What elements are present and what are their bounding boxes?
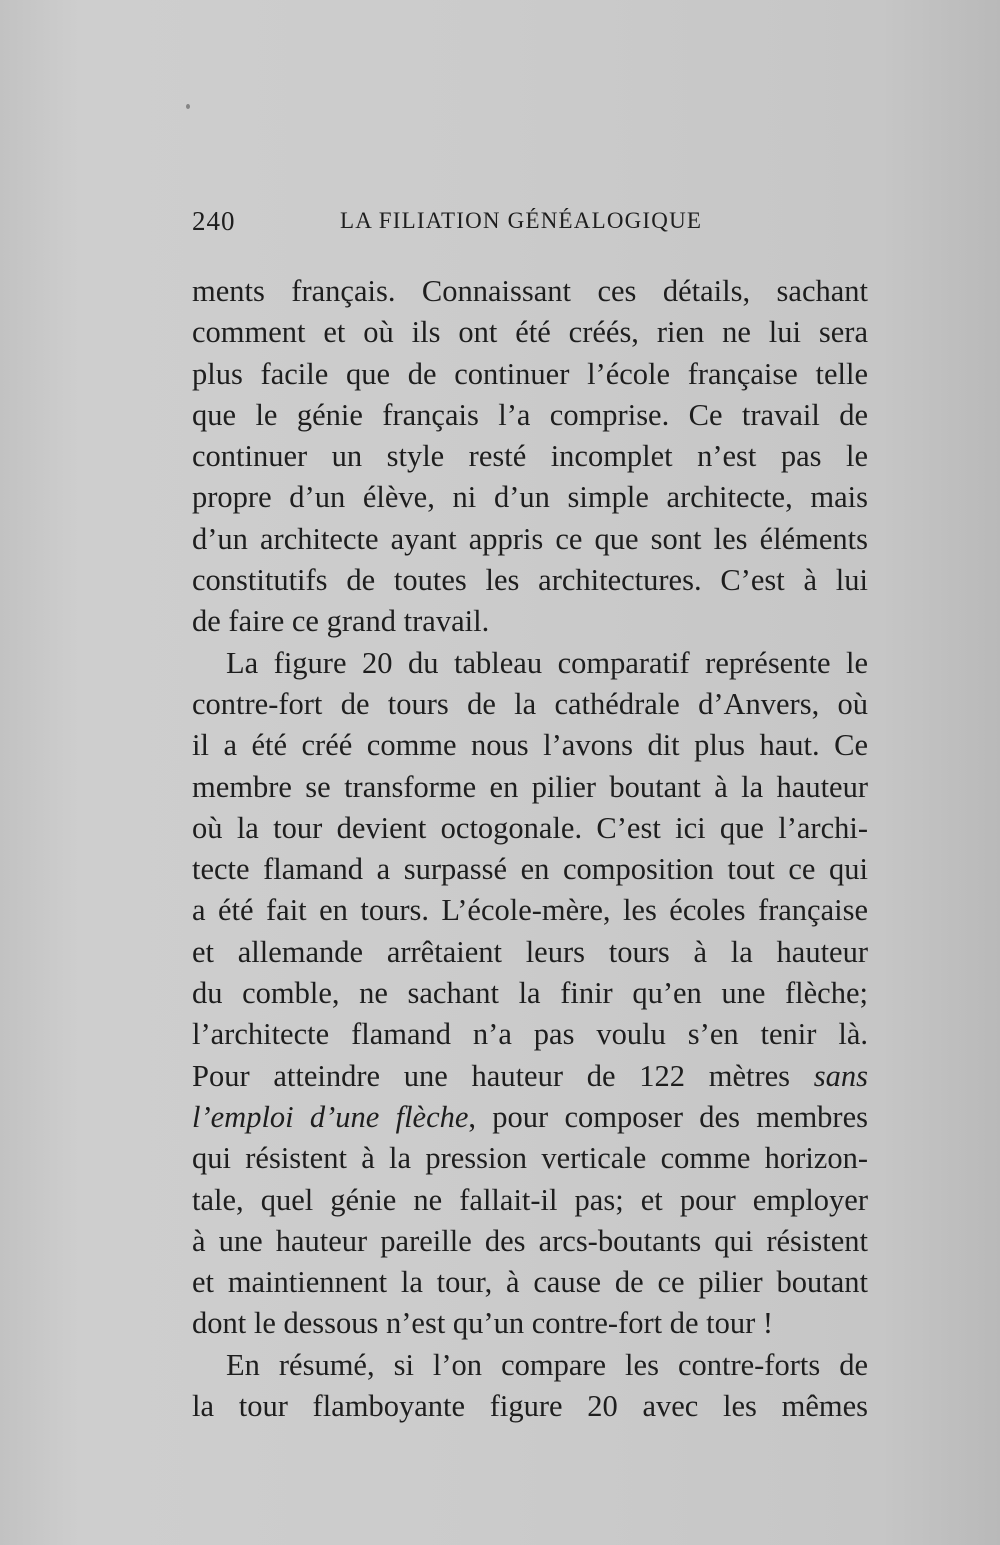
running-header: [192, 200, 868, 240]
text-line: plus facile que de continuer l’école française telle: [192, 356, 868, 391]
text-line: contre-fort de tours de la cathédrale d’Anvers, où: [192, 686, 868, 721]
text-line: dont le dessous n’est qu’un contre-fort de tour !: [192, 1306, 774, 1341]
text-line: à une hauteur pareille des arcs-boutants qui résistent: [192, 1223, 868, 1258]
text-line: tecte flamand a surpassé en composition tout ce qui: [192, 852, 868, 887]
text-segment: Pour atteindre une hauteur de 122 mètres: [192, 1058, 814, 1093]
text-line: La figure 20 du tableau comparatif représente le: [226, 645, 868, 680]
text-line: et allemande arrêtaient leurs tours à la hauteur: [192, 934, 868, 969]
text-line: l’architecte flamand n’a pas voulu s’en tenir là.: [192, 1017, 868, 1052]
ink-speck: [186, 104, 190, 109]
italic-segment: sans: [813, 1058, 868, 1093]
text-line: En résumé, si l’on compare les contre-forts de: [226, 1347, 868, 1382]
running-title: LA FILIATION GÉNÉALOGIQUE: [340, 208, 703, 233]
text-line: et maintiennent la tour, à cause de ce pilier boutant: [192, 1265, 868, 1300]
text-line: que le génie français l’a comprise. Ce travail de: [192, 397, 868, 432]
text-line: [192, 1056, 868, 1097]
text-line: constitutifs de toutes les architectures. C’est à lui: [192, 563, 868, 598]
text-line: la tour flamboyante figure 20 avec les mêmes: [192, 1389, 868, 1424]
text-segment: , pour composer des membres: [468, 1099, 868, 1134]
text-line: il a été créé comme nous l’avons dit plus haut. Ce: [192, 728, 868, 763]
text-line: membre se transforme en pilier boutant à la hauteur: [192, 769, 868, 804]
page-number: 240: [192, 206, 236, 236]
text-line: tale, quel génie ne fallait-il pas; et pour employer: [192, 1182, 868, 1217]
text-line: a été fait en tours. L’école-mère, les écoles française: [192, 893, 868, 928]
text-line: continuer un style resté incomplet n’est pas le: [192, 439, 868, 474]
text-line: ments français. Connaissant ces détails, sachant: [192, 274, 868, 308]
text-line: propre d’un élève, ni d’un simple architecte, mais: [192, 480, 868, 515]
italic-segment: l’emploi d’une flèche: [192, 1099, 469, 1134]
text-line: de faire ce grand travail.: [192, 604, 490, 639]
text-line: du comble, ne sachant la finir qu’en une flèche;: [192, 976, 868, 1011]
body-text: [192, 271, 868, 1427]
text-line: [192, 1097, 868, 1138]
text-line: comment et où ils ont été créés, rien ne lui sera: [192, 315, 868, 350]
text-line: qui résistent à la pression verticale comme horizon-: [192, 1141, 868, 1176]
text-line: d’un architecte ayant appris ce que sont les éléments: [192, 521, 868, 556]
text-line: où la tour devient octogonale. C’est ici que l’archi-: [192, 810, 868, 845]
